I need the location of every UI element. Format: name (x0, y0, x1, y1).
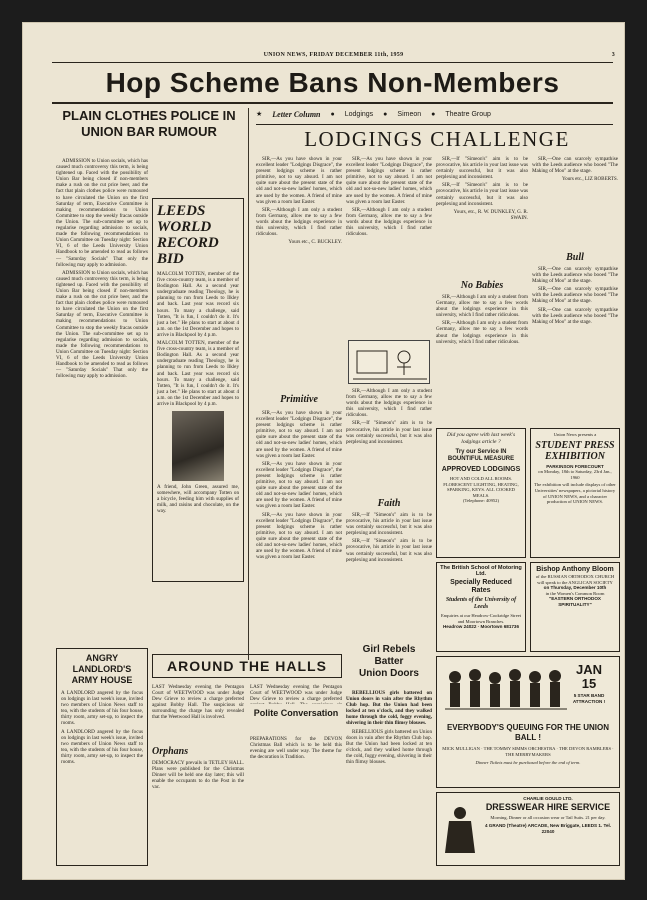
girl-rebels-text (346, 690, 432, 866)
letter-paragraph: SIR,—If "Simeon's" aim is to be provocative, his article in your last issue was certainly successful, but it was also perplexing and inconsistent. (346, 538, 432, 563)
dress-figure-icon (443, 805, 477, 855)
ad-union-ball (436, 656, 620, 788)
column-divider (248, 108, 249, 660)
rule-under-headline (52, 102, 613, 104)
date-month: JAN (575, 662, 602, 677)
cartoon-drawing (348, 340, 430, 384)
halls-text: LAST Wednesday evening the Pentagon Court of WEETWOOD was under Judge Dew Grieve to review a charge preferred against Bobby Hall. The suspicious sir surrounding the charge has only revealed that the Weetwood Hall is involved. (152, 684, 244, 721)
ad-bishop-topic: "EASTERN ORTHODOX SPIRITUALITY" (549, 596, 601, 607)
signoff: Yours etc., LIZ ROBERTS. (561, 176, 618, 183)
letter-paragraph: SIR,—As you have shown in your excellent leader "Lodgings Disgrace", the present lodgings scheme is rather primitive, not to say absurd. I am not quite sure about the present state of the old and not-so-new ladies' homes, which are used by the women. A friend of mine was given a room last Easter. (256, 460, 342, 510)
primitive-head-block (256, 394, 342, 406)
page-number: 3 (611, 52, 615, 58)
bullet-icon: ● (330, 111, 335, 118)
letter-paragraph: SIR,—Although I am only a student from Germany, allow me to say a few words about the lodgings experience in this university, which I find rather ridiculous. (346, 206, 432, 238)
halls-text-2: LAST Wednesday evening the Pentagon Court of WEETWOOD was under Judge Dew Grieve to review a charge preferred (250, 684, 342, 703)
ad-approved: APPROVED LODGINGS (441, 466, 521, 473)
ad-dresswear-text (481, 796, 615, 834)
girl-rebels-paragraph: REBELLIOUS girls battered on Union doors in vain after the Rhythm Club hop. But the Union had been locked at ten o'clock, and they walked home through the cold, foggy evening, shivering in their thin flimsy blouses. (346, 690, 432, 727)
ad-list: HOT AND COLD ALL ROOMS. FLORESCENT LIGHTING, HEATING, SPARKING, KEYS. ALL COOKED MEALS. (443, 476, 519, 498)
ad-question: Did you agree with last week's lodgings article ? (446, 432, 516, 445)
queue-illustration-icon (445, 663, 567, 717)
lodgings-challenge-block (256, 126, 618, 152)
letter-paragraph: SIR,—If "Simeon's" aim is to be provocative, his article in your last issue was certainly successful, but it was also perplexing and inconsistent. (436, 182, 528, 207)
title-line: Union Doors (359, 668, 419, 679)
angry-landlord-box (56, 648, 148, 866)
cartoon-icon (349, 341, 430, 384)
faith-head-block (346, 498, 432, 510)
lodgings-challenge-title: LODGINGS CHALLENGE (304, 127, 570, 151)
ad-ball-footer: Dinner Tickets must be purchased before the end of term. (475, 760, 581, 766)
title-line: BID (157, 251, 184, 267)
leeds-record-text: MALCOLM TOTTEN, member of the five cross-country team, is a member of Bodington Hall. As a second year undergraduate reading Theology, he is planning to run from Leeds to Ilkley and back. Last year was record six hours. To many a challenge, said Totten, "It is fun, I couldn't do it. It's just a bet." He plans to start at about 4 a.m. on the 1st December and hopes to arrive in Blackpool by 4 p.m. (157, 271, 239, 338)
primitive-text (256, 410, 342, 648)
signoff: Yours etc., C. BUCKLEY. (288, 239, 342, 246)
main-headline: Hop Scheme Bans Non-Members (105, 67, 560, 98)
letter-4-text (532, 156, 618, 248)
ad-motoring-title: The British School of Motoring Ltd. (440, 565, 522, 577)
angry-landlord-title (61, 653, 143, 686)
ad-ball-lower (441, 723, 615, 766)
ad-dresswear-title: DRESSWEAR HIRE SERVICE (485, 801, 611, 812)
title-line: ARMY HOUSE (71, 675, 133, 685)
girl-rebels-head (346, 644, 432, 680)
ad-motoring-phone: Headrow 24022 · Moortown 681736 (442, 624, 520, 630)
photo-caption: A friend, John Green, assured me, somewhere, will accompany Totten on a bicycle, feeding him with supplies of milk, and raisins and chocolate, on the way. (157, 484, 239, 515)
masthead (52, 52, 615, 58)
ad-lodgings (436, 428, 526, 558)
letter-paragraph: SIR,—If "Simeon's" aim is to be provocative, his article in your last issue was certainly successful, but it was also perplexing and inconsistent. (436, 156, 528, 181)
ad-bishop-when: on Thursday, December 10th (543, 585, 607, 591)
ad-ball-bands: MICK MULLIGAN · THE TOMMY SIMMS ORCHESTRA · THE DEVON RAMBLERS · THE MERRYMAKERS (442, 746, 614, 757)
star-icon: ★ (256, 111, 263, 118)
title-line: RECORD (157, 235, 219, 251)
rule-letter (256, 124, 613, 125)
letter-paragraph: SIR,—Although I am only a student from Germany, allow me to say a few words about the lodgings experience in this university, which I find rather ridiculous. (436, 294, 528, 319)
ad-motoring-offer: Specially Reduced Rates (450, 579, 512, 595)
letter-2b-text (346, 388, 432, 496)
letter-paragraph: SIR,—One can scarcely sympathise with the Leeds audience who booed "The Making of Moo" at the stage. (532, 266, 618, 285)
masthead-line: UNION NEWS, FRIDAY DECEMBER 11th, 1959 (263, 52, 404, 58)
ad-dresswear-top: CHARLIE GOULD LTD. (523, 796, 573, 801)
letter-paragraph: SIR,—Although I am only a student from Germany, allow me to say a few words about the lodgings experience in this university, which I find rather ridiculous. (346, 388, 432, 419)
ad-top: Union News presents a (553, 432, 597, 437)
lead-paragraph-2: ADMISSION to Union socials, which has caused much controversy this term, is being tightened up. Faced with the possibility of Union Bar being closed if non-members make a rush on the cut price beer, and the fact that plain clothes police were rumoured to have circulated the Union on the first Saturday of term, Executive Committee is making recommendations to Union Committee to stop the weekly fracas outside the Union. The sub-committee set up to regularise regarding admission to socials, made the following recommendations to Union Committee on Tuesday night: Section VI, 6 of the Leeds University Union Handbook to be amended to read as follows — "Saturday Socials" That only the following may apply to admission. (56, 269, 148, 380)
title-line: ANGRY LANDLORD'S (72, 653, 132, 674)
letter-paragraph: SIR,—As you have shown in your excellent leader "Lodgings Disgrace", the present lodgings scheme is rather primitive, not to say absurd. I am not quite sure about the present state of the old and not-so-new ladies' homes, which are used by the women. A friend of mine was given a room last Easter. (256, 156, 342, 205)
newspaper-page (22, 22, 625, 880)
faith-head: Faith (377, 498, 401, 509)
ad-bishop-where: in the Women's Common Room (545, 590, 605, 596)
polite-text: PREPARATIONS for the DEVON Christmas Ball which is to be held this evening are well under way. The theme for the decoration is Tradition. (250, 736, 342, 761)
orphans-head-block (152, 746, 244, 758)
angry-landlord-text-2: A LANDLORD angered by the focus on lodgings in last week's issue, invited two members of Union News staff to tea, with the students of his four house, thirty room, army set-up, to inspect the rooms. (61, 728, 143, 766)
letter-3-text (436, 156, 528, 276)
no-babies-head-block (436, 280, 528, 292)
polite-head: Polite Conversation (253, 708, 339, 718)
ad-exhibition-title: STUDENT PRESS EXHIBITION (535, 439, 615, 462)
polite-head-block (250, 708, 342, 734)
lead-paragraph: ADMISSION to Union socials, which has caused much controversy this term, is being tightened up. Faced with the possibility of Union Bar being closed if non-members make a rush on the cut price beer, and the fact that plain clothes police were rumoured to have circulated the Union on the first Saturday of term, Executive Committee is making recommendations to Union Committee to stop the weekly fracas outside the Union. The sub-committee set up to regularise regarding admission to socials, made the following recommendations to Union Committee on Tuesday night: Section VI, 6 of the Leeds University Union Handbook to be amended to read as follows — "Saturday Socials" That only the following may apply to admission. (56, 158, 148, 268)
date-day: 15 (581, 676, 597, 691)
ad-motoring-to: Students of the University of Leeds (445, 597, 517, 611)
rule-top (52, 62, 613, 63)
lead-subhead-block (56, 108, 242, 150)
orphans-text: DEMOCRACY prevails in TETLEY HALL. Plans were published for the Christmas Dinner will be held one day later; this will enable the occupants to do the Post in the vac. (152, 760, 244, 791)
ad-bishop-of: of the RUSSIAN ORTHODOX CHURCH (535, 574, 615, 579)
ad-bishop-title: Bishop Anthony Bloom (536, 566, 614, 573)
letter-paragraph: SIR,—Although I am only a student from Germany, allow me to say a few words about the lodgings experience in this university, which I find rather ridiculous. (256, 206, 342, 238)
ad-bishop (530, 562, 620, 652)
ad-ball-date (567, 663, 611, 704)
ad-ball-tagline: EVERYBODY'S QUEUING FOR THE UNION BALL ! (446, 723, 610, 742)
title-line: Girl Rebels (362, 644, 416, 655)
no-babies-text (436, 294, 528, 424)
ad-motoring-extra: Enquiries at our Headrow-Cookridge Street and Moortown Branches. (440, 613, 522, 624)
topic-lodgings: Lodgings (344, 111, 374, 118)
leeds-record-box (152, 198, 244, 582)
letter-paragraph: SIR,—Although I am only a student from Germany, allow me to say a few words about the lodgings experience in this university, which I find rather ridiculous. (436, 320, 528, 345)
letter-column-label: Letter Column (272, 110, 321, 119)
ad-date: on Monday, 18th to Saturday, 23rd Jan., 1960 (538, 469, 612, 480)
title-line: Batter (374, 656, 404, 667)
lead-story-text (56, 158, 148, 578)
ad-dresswear-desc: Morning, Dinner or all occasion wear or Tail Suits. 21 per day. (490, 814, 606, 820)
ad-try: Try our Service IN BOUNTIFUL MEASURE (447, 449, 515, 462)
topic-simeon: Simeon (397, 111, 422, 118)
title-line: WORLD (157, 219, 212, 235)
ad-dresswear-addr: 4 GRAND (Theatre) ARCADE, New Briggate, LEEDS 1. Tel. 22040 (484, 823, 612, 834)
bull-text (532, 266, 618, 424)
girl-rebels-head-block (346, 644, 432, 686)
letter-paragraph: SIR,—As you have shown in your excellent leader "Lodgings Disgrace", the present lodgings scheme is rather primitive, not to say absurd. I am not quite sure about the present state of the old and not-so-new ladies' homes, which are used by the women. A friend of mine was given a room last Easter. (256, 511, 342, 561)
runner-photo (172, 411, 224, 481)
topic-theatre: Theatre Group (445, 111, 491, 118)
angry-landlord-text: A LANDLORD angered by the focus on lodgings in last week's issue, invited two members of Union News staff to tea, with the students of his four house, thirty room, army set-up, to inspect the rooms. (61, 690, 143, 727)
letter-2-text (346, 156, 432, 336)
letter-paragraph: SIR,—As you have shown in your excellent leader "Lodgings Disgrace", the present lodgings scheme is rather primitive, not to say absurd. I am not quite sure about the present state of the old and not-so-new ladies' homes, which are used by the women. A friend of mine was given a room last Easter. (346, 156, 432, 205)
bull-head: Bull (566, 252, 584, 263)
letter-paragraph: SIR,—If "Simeon's" aim is to be provocative, his article in your last issue was certainly successful, but it was also perplexing and inconsistent. (346, 512, 432, 537)
around-halls-title: AROUND THE HALLS (167, 658, 327, 674)
signoff: Yours, etc., R. W. DUNKLEY, G. R. SWAIN. (453, 208, 528, 221)
letter-paragraph: SIR,—If "Simeon's" aim is to be provocative, his article in your last issue was certainly successful, but it was also perplexing and inconsistent. (346, 420, 432, 445)
ad-phone: (Telephone: 40952) (462, 498, 500, 504)
title-line: LEEDS (157, 203, 206, 219)
leeds-record-text-2: MALCOLM TOTTEN, member of the five cross-country team, is a member of Bodington Hall. As a second year undergraduate reading Theology, he is planning to run from Leeds to Ilkley and back. Last year was record six hours. To many a challenge, said Totten, "It is fun, I couldn't do it. It's just a bet." He plans to start at about 4 a.m. on the 1st December and hopes to arrive in Blackpool by 4 p.m. (157, 340, 239, 407)
letter-1-text (256, 156, 342, 390)
around-halls-banner (152, 654, 342, 678)
ad-place: PARKINSON FORECOURT (546, 463, 604, 469)
lead-subhead: PLAIN CLOTHES POLICE IN UNION BAR RUMOUR (62, 108, 236, 139)
orphans-head: Orphans (152, 746, 189, 757)
ad-ball-star: 5 STAR BAND ATTRACTION ! (572, 693, 606, 704)
no-babies-head: No Babies (460, 280, 504, 291)
letter-paragraph: SIR,—One can scarcely sympathise with the Leeds audience who booed "The Making of Moo" at the stage. (532, 156, 618, 175)
ad-exhibition (530, 428, 620, 558)
faith-text (346, 512, 432, 640)
ad-desc: The exhibition will include displays of other Universities' newspapers, a pictorial history of UNION NEWS, and a character production of UNION NEWS. (534, 482, 616, 505)
leeds-record-title (157, 203, 239, 267)
letter-paragraph: SIR,—One can scarcely sympathise with the Leeds audience who booed "The Making of Moo" at the stage. (532, 286, 618, 305)
ad-motoring (436, 562, 526, 652)
primitive-head: Primitive (280, 394, 318, 405)
girl-rebels-paragraph: REBELLIOUS girls battered on Union doors in vain after the Rhythm Club hop. But the Union had been locked at ten o'clock, and they walked home through the cold, foggy evening, shivering in their thin flimsy blouses. (346, 728, 432, 766)
letter-paragraph: SIR,—As you have shown in your excellent leader "Lodgings Disgrace", the present lodgings scheme is rather primitive, not to say absurd. I am not quite sure about the present state of the old and not-so-new ladies' homes, which are used by the women. A friend of mine was given a room last Easter. (256, 410, 342, 459)
bullet-icon: ● (383, 111, 388, 118)
ad-dresswear (436, 792, 620, 866)
ad-bishop-speak: will speak to the ANGLICAN SOCIETY (537, 579, 613, 585)
bull-head-block (532, 252, 618, 264)
bullet-icon: ● (431, 111, 436, 118)
letter-paragraph: SIR,—One can scarcely sympathise with the Leeds audience who booed "The Making of Moo" at the stage. (532, 306, 618, 325)
letter-column-banner (256, 108, 618, 122)
